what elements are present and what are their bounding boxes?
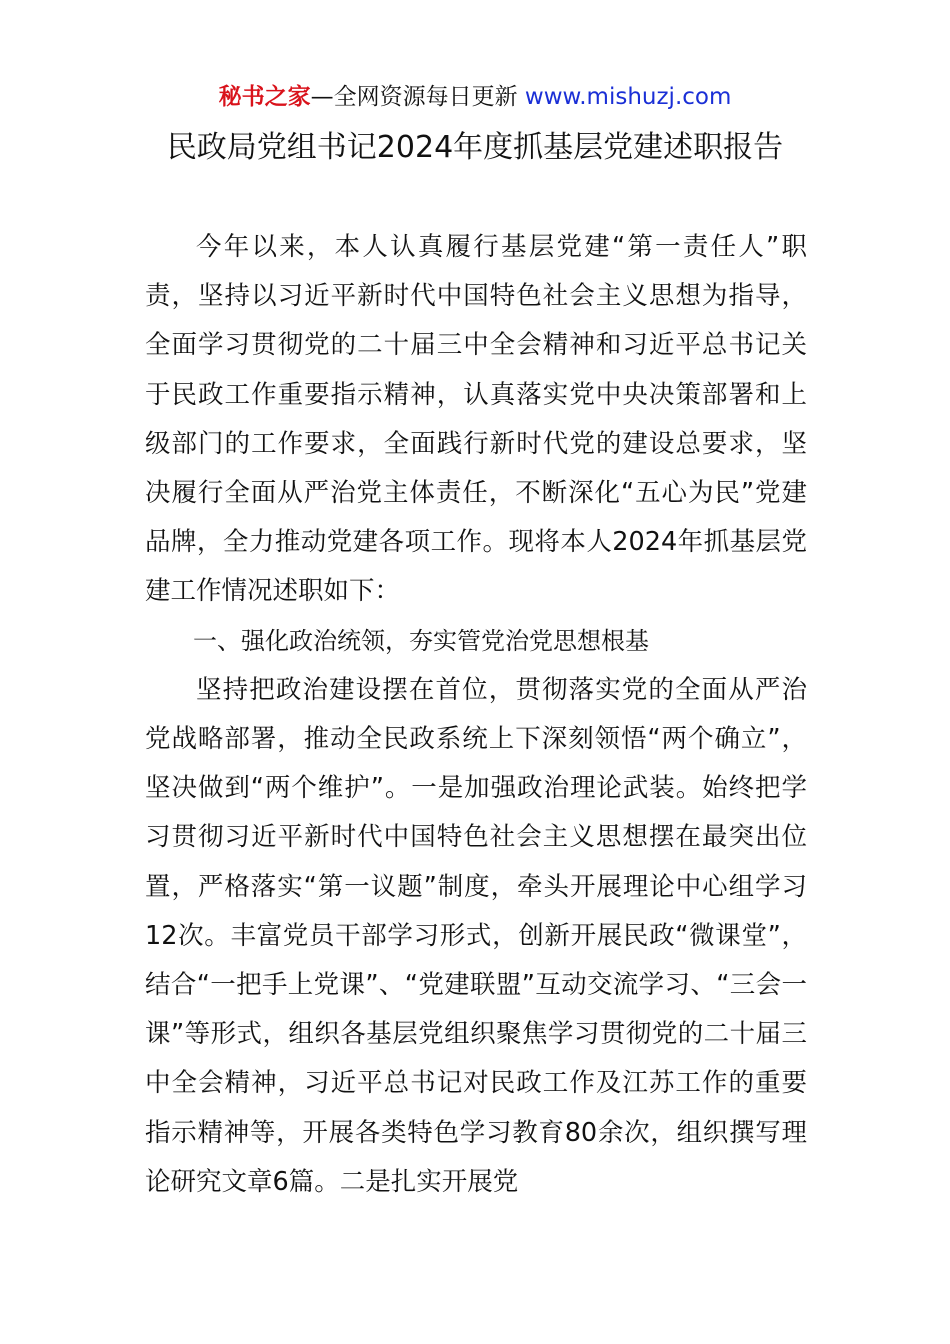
section-heading: 一、强化政治统领，夯实管党治党思想根基 — [193, 626, 649, 655]
section-paragraph: 坚持把政治建设摆在首位，贯彻落实党的全面从严治党战略部署，推动全民政系统上下深刻领悟“两个确立”，坚决做到“两个维护”。一是加强政治理论武装。始终把学习贯彻习近平新时代中国特色社会主义思想摆在最突出位置，严格落实“第一议题”制度，牵头开展理论中心组学习12次。丰富党员干部学习形式，创新开展民政“微课堂”，结合“一把手上党课”、“党建联盟”互动交流学习、“三会一课”等形式，组织各基层党组织聚焦学习贯彻党的二十届三中全会精神，习近平总书记对民政工作及江苏工作的重要指示精神等，开展各类特色学习教育80余次，组织撰写理论研究文章6篇。二是扎实开展党 — [145, 674, 807, 1197]
document-title: 民政局党组书记2024年度抓基层党建述职报告 — [166, 130, 784, 165]
header-tagline: —全网资源每日更新 — [310, 84, 518, 110]
brand-name: 秘书之家 — [218, 84, 311, 110]
intro-paragraph: 今年以来，本人认真履行基层党建“第一责任人”职责，坚持以习近平新时代中国特色社会主义思想为指导，全面学习贯彻党的二十届三中全会精神和习近平总书记关于民政工作重要指示精神，认真落实党中央决策部署和上级部门的工作要求，全面践行新时代党的建设总要求，坚决履行全面从严治党主体责任，不断深化“五心为民”党建品牌，全力推动党建各项工作。现将本人2024年抓基层党建工作情况述职如下： — [145, 232, 807, 607]
site-header — [0, 82, 950, 112]
site-url-link[interactable]: www.mishuzj.com — [524, 84, 732, 110]
document-body — [145, 223, 807, 1207]
